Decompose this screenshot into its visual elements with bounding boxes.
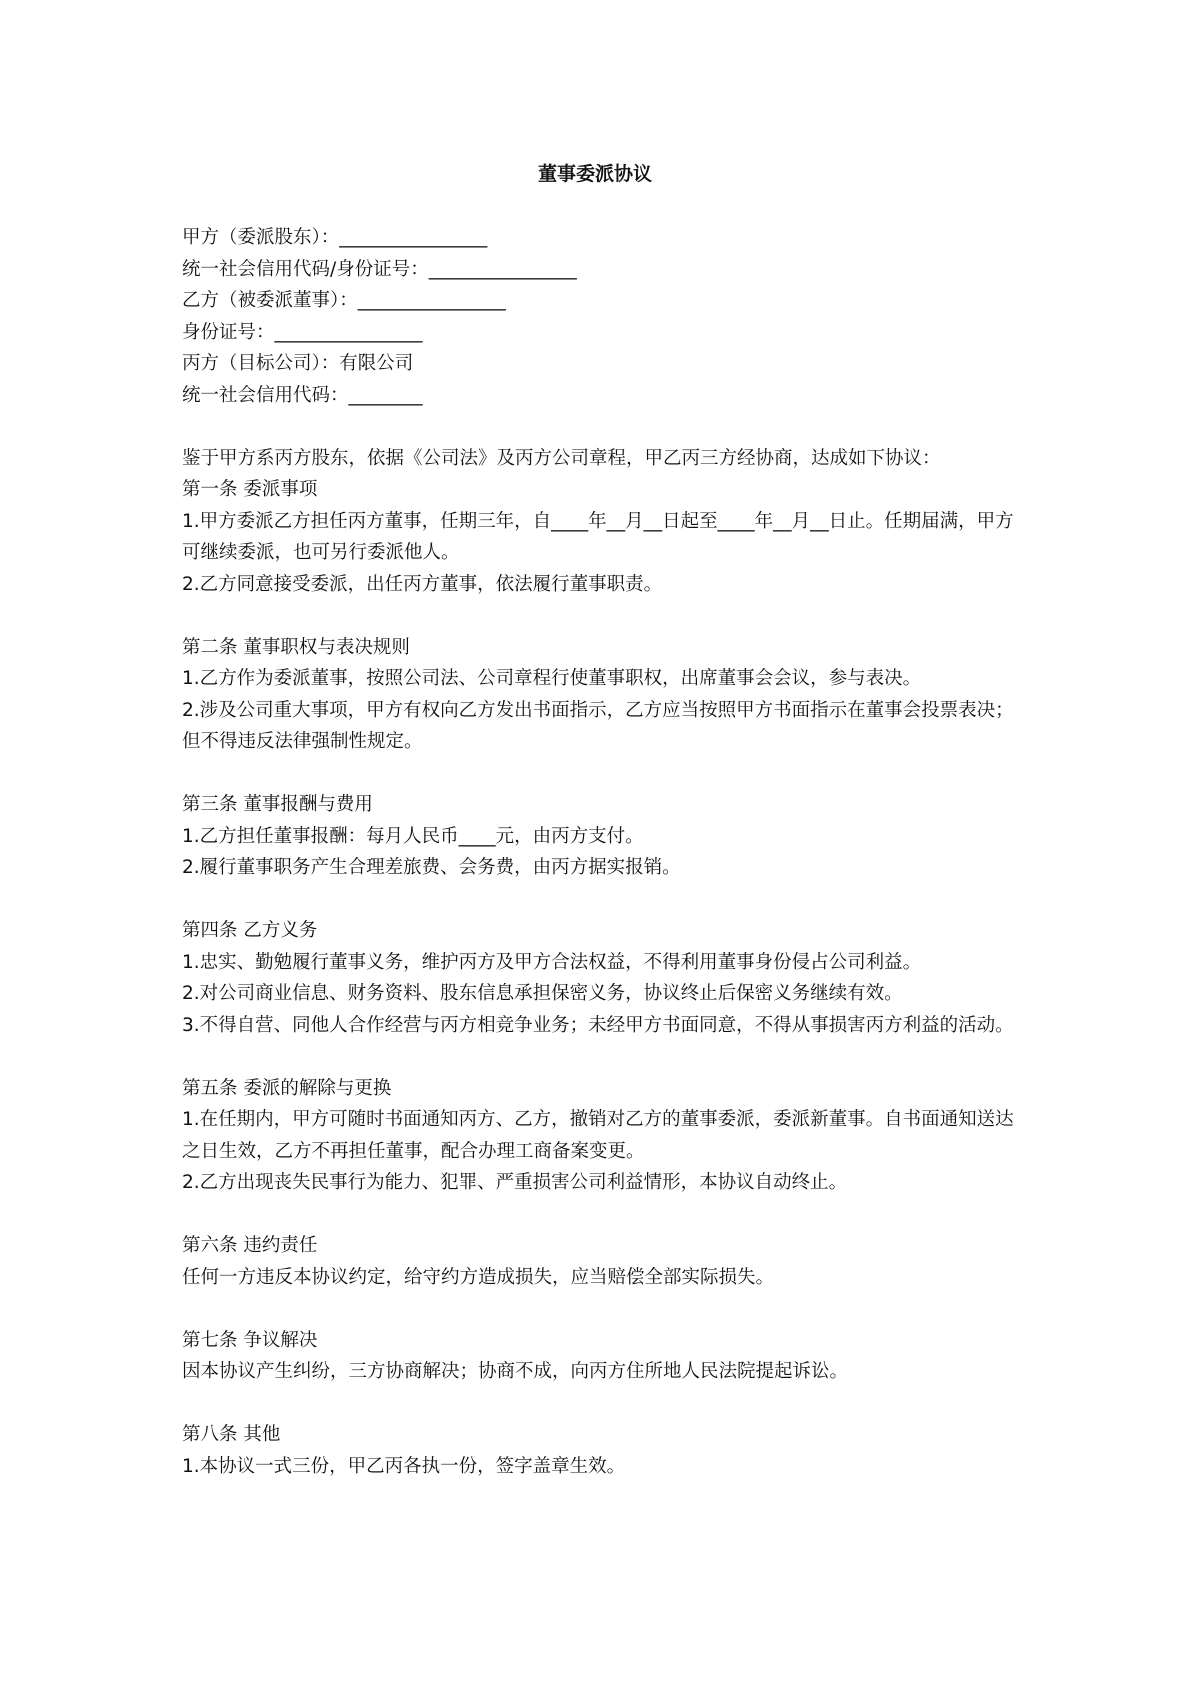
article-4-item-2: 2.对公司商业信息、财务资料、股东信息承担保密义务，协议终止后保密义务继续有效。 bbox=[182, 983, 903, 1004]
article-4-item-1: 1.忠实、勤勉履行董事义务，维护丙方及甲方合法权益，不得利用董事身份侵占公司利益。 bbox=[182, 951, 922, 973]
article-7-heading: 第七条 争议解决 bbox=[182, 1329, 318, 1351]
spacer bbox=[182, 600, 1020, 632]
spacer bbox=[182, 1041, 1020, 1073]
article-1-heading: 第一条 委派事项 bbox=[182, 479, 318, 500]
article-6-item-1: 任何一方违反本协议约定，给守约方造成损失，应当赔偿全部实际损失。 bbox=[182, 1266, 775, 1288]
article-8-heading: 第八条 其他 bbox=[182, 1424, 281, 1445]
article-2-heading: 第二条 董事职权与表决规则 bbox=[182, 636, 410, 658]
party-c-code-line: 统一社会信用代码：________ bbox=[182, 384, 423, 406]
spacer bbox=[182, 411, 1020, 443]
article-1-item-1: 1.甲方委派乙方担任丙方董事，任期三年，自____年__月__日起至____年__月__日止。任期届满，甲方可继续委派，也可另行委派他人。 bbox=[182, 510, 1014, 563]
article-5-heading: 第五条 委派的解除与更换 bbox=[182, 1077, 392, 1099]
article-6-heading: 第六条 违约责任 bbox=[182, 1235, 318, 1256]
article-3-item-2: 2.履行董事职务产生合理差旅费、会务费，由丙方据实报销。 bbox=[182, 857, 681, 878]
article-2-item-1: 1.乙方作为委派董事，按照公司法、公司章程行使董事职权，出席董事会会议，参与表决。 bbox=[182, 668, 922, 689]
party-a-line: 甲方（委派股东）：________________ bbox=[182, 227, 488, 248]
spacer bbox=[182, 1293, 1020, 1325]
article-2-item-2: 2.涉及公司重大事项，甲方有权向乙方发出书面指示，乙方应当按照甲方书面指示在董事会投票表决；但不得违反法律强制性规定。 bbox=[182, 699, 1014, 752]
party-b-id-line: 身份证号：________________ bbox=[182, 321, 423, 343]
article-3-heading: 第三条 董事报酬与费用 bbox=[182, 794, 373, 815]
document-title: 董事委派协议 bbox=[537, 163, 652, 185]
article-3-item-1: 1.乙方担任董事报酬：每月人民币____元，由丙方支付。 bbox=[182, 825, 644, 847]
spacer bbox=[182, 1388, 1020, 1420]
preamble-paragraph: 鉴于甲方系丙方股东，依据《公司法》及丙方公司章程，甲乙丙三方经协商，达成如下协议： bbox=[182, 447, 941, 469]
party-c-line: 丙方（目标公司）：有限公司 bbox=[182, 353, 414, 374]
article-1-item-2: 2.乙方同意接受委派，出任丙方董事，依法履行董事职责。 bbox=[182, 573, 663, 595]
article-7-item-1: 因本协议产生纠纷，三方协商解决；协商不成，向丙方住所地人民法院提起诉讼。 bbox=[182, 1361, 849, 1382]
article-8-item-1: 1.本协议一式三份，甲乙丙各执一份，签字盖章生效。 bbox=[182, 1455, 626, 1477]
document-body bbox=[182, 222, 1020, 1482]
party-a-code-line: 统一社会信用代码/身份证号：________________ bbox=[182, 258, 577, 280]
article-4-heading: 第四条 乙方义务 bbox=[182, 920, 318, 941]
article-5-item-1: 1.在任期内，甲方可随时书面通知丙方、乙方，撤销对乙方的董事委派，委派新董事。自书面通知送达之日生效，乙方不再担任董事，配合办理工商备案变更。 bbox=[182, 1109, 1014, 1162]
article-4-item-3: 3.不得自营、同他人合作经营与丙方相竞争业务；未经甲方书面同意，不得从事损害丙方利益的活动。 bbox=[182, 1014, 1014, 1036]
party-b-line: 乙方（被委派董事）：________________ bbox=[182, 290, 506, 311]
article-5-item-2: 2.乙方出现丧失民事行为能力、犯罪、严重损害公司利益情形，本协议自动终止。 bbox=[182, 1172, 848, 1193]
spacer bbox=[182, 758, 1020, 790]
spacer bbox=[182, 1199, 1020, 1231]
spacer bbox=[182, 884, 1020, 916]
